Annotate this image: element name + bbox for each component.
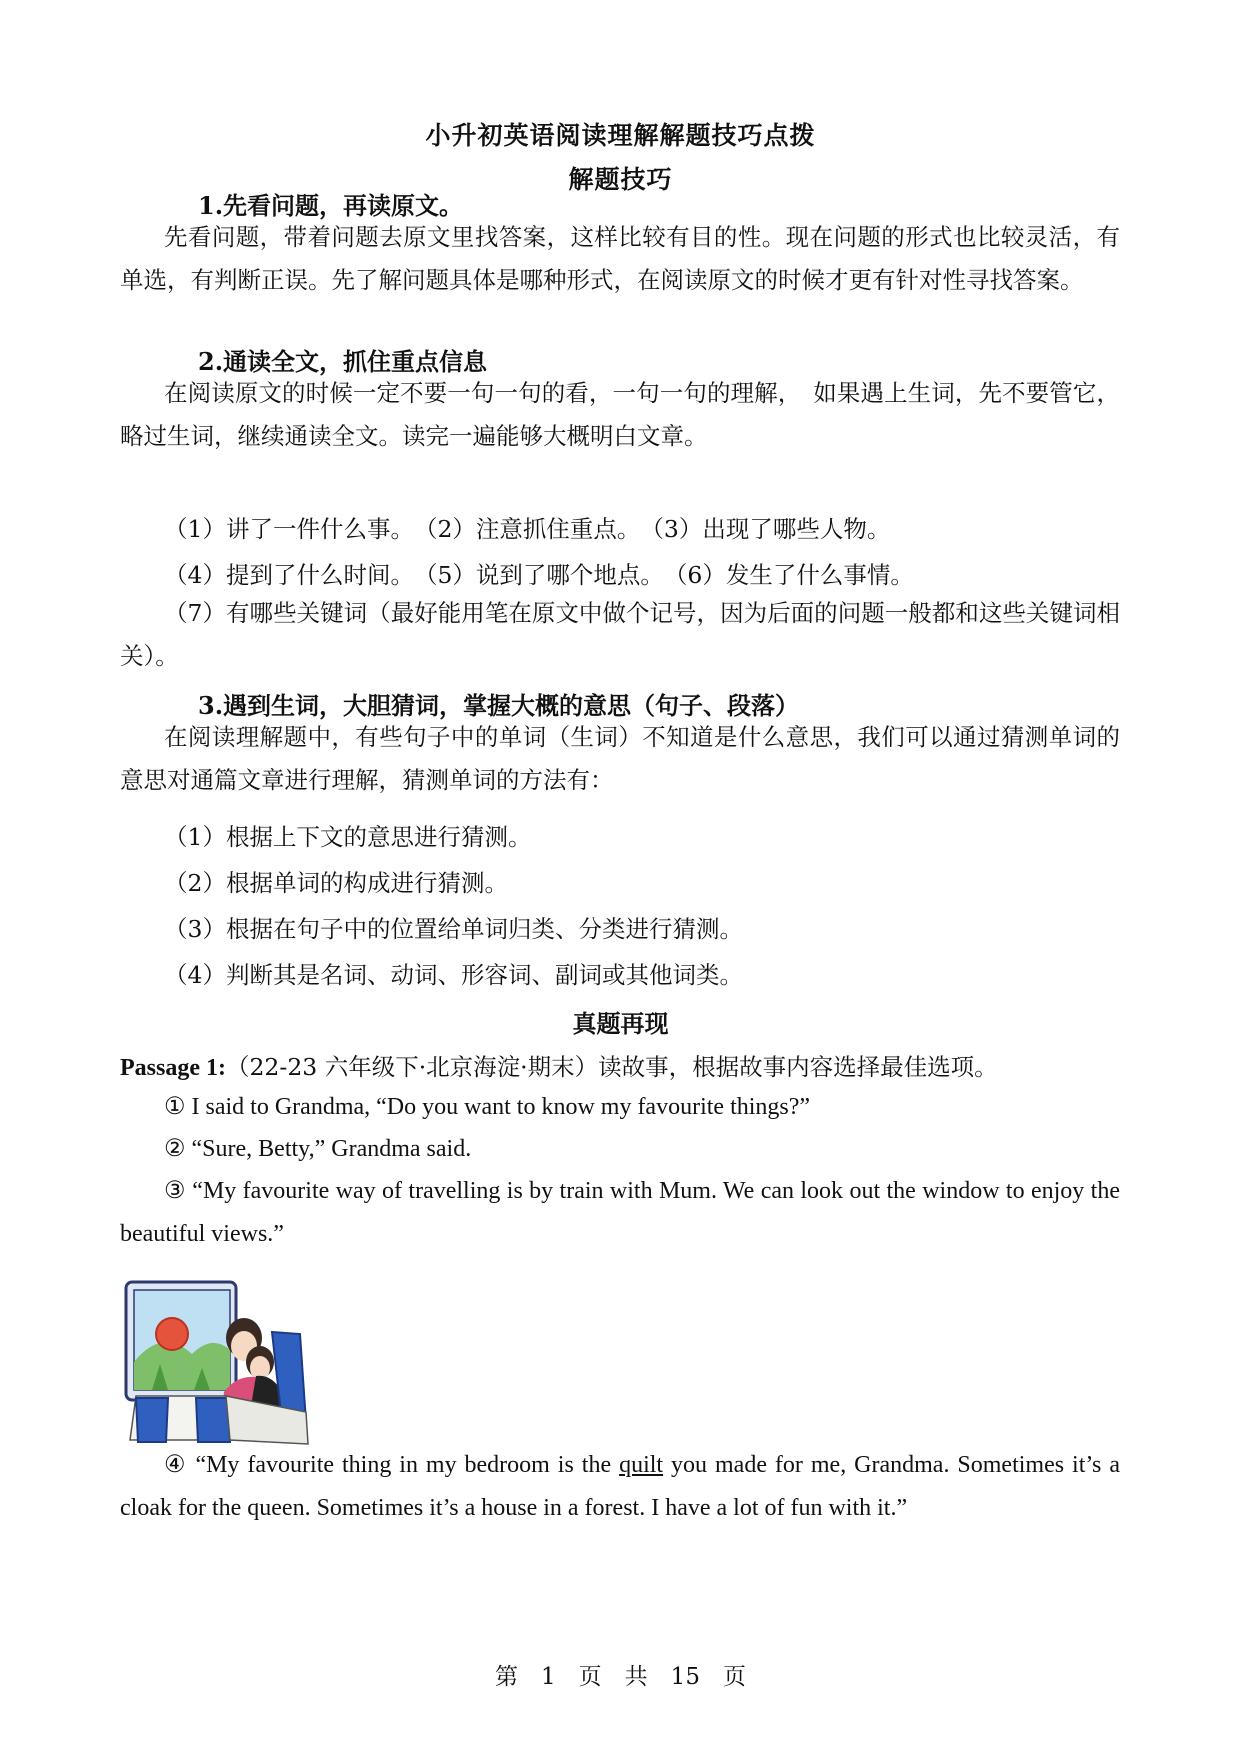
tip-2-list-row-3: （7）有哪些关键词（最好能用笔在原文中做个记号，因为后面的问题一般都和这些关键词相关）。 (120, 599, 1120, 670)
document-title: 小升初英语阅读理解解题技巧点拨 (425, 121, 816, 150)
tip-1-paragraph: 先看问题，带着问题去原文里找答案，这样比较有目的性。现在问题的形式也比较灵活，有单选，有判断正误。先了解问题具体是哪种形式，在阅读原文的时候才更有针对性寻找答案。 (120, 223, 1120, 294)
tip-3-item-2: （2）根据单词的构成进行猜测。 (164, 869, 508, 897)
tip-3-paragraph: 在阅读理解题中，有些句子中的单词（生词）不知道是什么意思，我们可以通过猜测单词的意思对通篇文章进行理解，猜测单词的方法有： (120, 723, 1120, 794)
story-sentence-1: ① I said to Grandma, “Do you want to know my favourite things?” (164, 1094, 811, 1120)
tip-2-paragraph: 在阅读原文的时候一定不要一句一句的看，一句一句的理解， 如果遇上生词，先不要管它，略过生词，继续通读全文。读完一遍能够大概明白文章。 (120, 379, 1120, 450)
tip-3-item-3: （3）根据在句子中的位置给单词归类、分类进行猜测。 (164, 915, 743, 943)
section-title-tips: 解题技巧 (568, 165, 673, 194)
passage-label: Passage 1: (120, 1055, 226, 1081)
tip-1-heading: 1.先看问题，再读原文。 (198, 191, 464, 220)
tip-2-list-row-2: （4）提到了什么时间。 （5）说到了哪个地点。 （6）发生了什么事情。 (164, 561, 914, 589)
story-sentence-4-end: you made for me, Grandma. Sometimes it’s a cloak for the queen. Sometimes it’s a house in a forest. I have a lot of fun with it.” (120, 1452, 1120, 1521)
story-sentence-3: ③ “My favourite way of travelling is by train with Mum. We can look out the window to enjoy the beautiful views.” (120, 1178, 1120, 1247)
story-sentence-2: ② “Sure, Betty,” Grandma said. (164, 1136, 472, 1162)
passage-intro-line (120, 1048, 998, 1082)
section-title-real-exam: 真题再现 (572, 1009, 669, 1038)
train-window-illustration (122, 1272, 314, 1448)
story-sentence-4-start: ④ “My favourite thing in my bedroom is the (164, 1452, 620, 1478)
tip-3-heading: 3.遇到生词，大胆猜词，掌握大概的意思（句子、段落） (198, 691, 800, 720)
underlined-word-quilt: quilt (619, 1452, 664, 1478)
tip-2-list-row-1: （1）讲了一件什么事。 （2）注意抓住重点。 （3）出现了哪些人物。 (164, 515, 891, 543)
tip-2-heading: 2.通读全文，抓住重点信息 (198, 347, 488, 376)
tip-3-item-1: （1）根据上下文的意思进行猜测。 (164, 823, 532, 851)
tip-3-item-4: （4）判断其是名词、动词、形容词、副词或其他词类。 (164, 961, 743, 989)
story-sentence-4 (120, 1444, 1120, 1530)
passage-instructions: （22-23 六年级下·北京海淀·期末）读故事，根据故事内容选择最佳选项。 (225, 1053, 998, 1081)
page-number-footer: 第 1 页 共 15 页 (495, 1664, 746, 1690)
